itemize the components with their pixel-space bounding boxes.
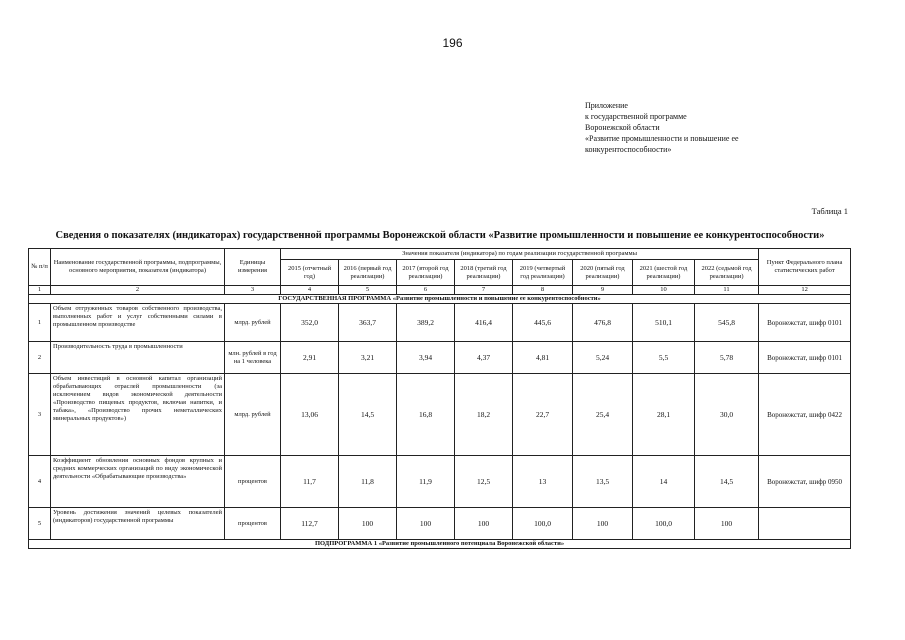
- row-value: 363,7: [339, 304, 397, 342]
- header-unit: Единицы измерения: [225, 249, 281, 286]
- row-value: 13,06: [281, 374, 339, 456]
- row-num: 3: [29, 374, 51, 456]
- table-row: [29, 304, 851, 342]
- row-value: 28,1: [633, 374, 695, 456]
- header-year: 2020 (пятый год реализации): [573, 260, 633, 286]
- row-value: 100: [397, 508, 455, 540]
- appendix-line: к государственной программе: [585, 112, 687, 121]
- column-number: 3: [225, 286, 281, 295]
- row-name: Объем инвестиций в основной капитал организаций обрабатывающих отраслей промышленности (за исключением видов экономической деятельности «Производство пищевых продуктов, включая напитки, и табака», «Производство прочих неметаллических минеральных продуктов»): [51, 374, 225, 456]
- row-value: 100,0: [633, 508, 695, 540]
- page-number: 196: [442, 36, 463, 50]
- row-num: 5: [29, 508, 51, 540]
- row-value: 100: [455, 508, 513, 540]
- table-row: [29, 342, 851, 374]
- row-num: 1: [29, 304, 51, 342]
- column-number: 1: [29, 286, 51, 295]
- column-number: 7: [455, 286, 513, 295]
- row-value: 100: [573, 508, 633, 540]
- row-value: 30,0: [695, 374, 759, 456]
- row-name: Уровень достижения значений целевых показателей (индикаторов) государственной программы: [51, 508, 225, 540]
- row-value: 13,5: [573, 456, 633, 508]
- header-name: Наименование государственной программы, подпрограммы, основного мероприятия, показателя (индикатора): [51, 249, 225, 286]
- row-value: 12,5: [455, 456, 513, 508]
- row-value: 352,0: [281, 304, 339, 342]
- row-value: 13: [513, 456, 573, 508]
- header-row: [29, 249, 851, 260]
- header-year: 2015 (отчетный год): [281, 260, 339, 286]
- row-value: 22,7: [513, 374, 573, 456]
- column-number: 10: [633, 286, 695, 295]
- column-number: 6: [397, 286, 455, 295]
- row-value: 25,4: [573, 374, 633, 456]
- indicators-table: [28, 248, 851, 549]
- column-number-row: [29, 286, 851, 295]
- row-value: 14: [633, 456, 695, 508]
- row-name: Объем отгруженных товаров собственного производства, выполненных работ и услуг собственными силами в промышленном производстве: [51, 304, 225, 342]
- row-source: Воронежстат, шифр 0101: [759, 342, 851, 374]
- row-value: 11,8: [339, 456, 397, 508]
- row-value: 445,6: [513, 304, 573, 342]
- row-value: 100: [695, 508, 759, 540]
- row-unit: млн. рублей в год на 1 человека: [225, 342, 281, 374]
- row-value: 16,8: [397, 374, 455, 456]
- row-value: 3,94: [397, 342, 455, 374]
- row-value: 5,24: [573, 342, 633, 374]
- row-value: 11,9: [397, 456, 455, 508]
- row-value: 112,7: [281, 508, 339, 540]
- header-year: 2016 (первый год реализации): [339, 260, 397, 286]
- row-value: 14,5: [695, 456, 759, 508]
- section-program-title: ГОСУДАРСТВЕННАЯ ПРОГРАММА «Развитие промышленности и повышение ее конкурентоспособности»: [29, 295, 851, 304]
- section-row: [29, 295, 851, 304]
- row-unit: млрд. рублей: [225, 304, 281, 342]
- row-value: 389,2: [397, 304, 455, 342]
- header-year: 2018 (третий год реализации): [455, 260, 513, 286]
- row-value: 4,81: [513, 342, 573, 374]
- column-number: 11: [695, 286, 759, 295]
- row-source: Воронежстат, шифр 0950: [759, 456, 851, 508]
- row-value: 476,8: [573, 304, 633, 342]
- column-number: 9: [573, 286, 633, 295]
- header-plan: Пункт Федерального плана статистических работ: [759, 249, 851, 286]
- appendix-line: Приложение: [585, 101, 628, 110]
- row-value: 18,2: [455, 374, 513, 456]
- row-value: 545,8: [695, 304, 759, 342]
- table-label: Таблица 1: [811, 206, 848, 216]
- header-year: 2017 (второй год реализации): [397, 260, 455, 286]
- row-source: Воронежстат, шифр 0101: [759, 304, 851, 342]
- table-row: [29, 456, 851, 508]
- row-unit: млрд. рублей: [225, 374, 281, 456]
- row-value: 100: [339, 508, 397, 540]
- row-name: Коэффициент обновления основных фондов крупных и средних коммерческих организаций по виду экономической деятельности «Обрабатывающие производства»: [51, 456, 225, 508]
- section-subprogram-title: ПОДПРОГРАММА 1 «Развитие промышленного потенциала Воронежской области»: [29, 540, 851, 549]
- row-source: [759, 508, 851, 540]
- column-number: 4: [281, 286, 339, 295]
- column-number: 5: [339, 286, 397, 295]
- appendix-line: «Развитие промышленности и повышение ее: [585, 134, 739, 143]
- row-value: 3,21: [339, 342, 397, 374]
- table-row: [29, 374, 851, 456]
- row-source: Воронежстат, шифр 0422: [759, 374, 851, 456]
- row-value: 14,5: [339, 374, 397, 456]
- appendix-line: конкурентоспособности»: [585, 145, 672, 154]
- row-value: 4,37: [455, 342, 513, 374]
- section-row: [29, 540, 851, 549]
- row-value: 416,4: [455, 304, 513, 342]
- row-value: 510,1: [633, 304, 695, 342]
- column-number: 12: [759, 286, 851, 295]
- row-value: 11,7: [281, 456, 339, 508]
- row-num: 2: [29, 342, 51, 374]
- column-number: 8: [513, 286, 573, 295]
- row-num: 4: [29, 456, 51, 508]
- header-year: 2021 (шестой год реализации): [633, 260, 695, 286]
- appendix-note: [585, 100, 825, 155]
- header-values-group: Значения показателя (индикатора) по годам реализации государственной программы: [281, 249, 759, 260]
- document-title: Сведения о показателях (индикаторах) государственной программы Воронежской области «Развитие промышленности и повышение ее конкурентоспособности»: [55, 230, 825, 241]
- column-number: 2: [51, 286, 225, 295]
- header-year: 2019 (четвертый год реализации): [513, 260, 573, 286]
- row-value: 100,0: [513, 508, 573, 540]
- table-row: [29, 508, 851, 540]
- row-value: 5,78: [695, 342, 759, 374]
- row-value: 5,5: [633, 342, 695, 374]
- row-name: Производительность труда в промышленности: [51, 342, 225, 374]
- header-year: 2022 (седьмой год реализации): [695, 260, 759, 286]
- appendix-line: Воронежской области: [585, 123, 660, 132]
- row-value: 2,91: [281, 342, 339, 374]
- row-unit: процентов: [225, 456, 281, 508]
- header-num: № п/п: [29, 249, 51, 286]
- row-unit: процентов: [225, 508, 281, 540]
